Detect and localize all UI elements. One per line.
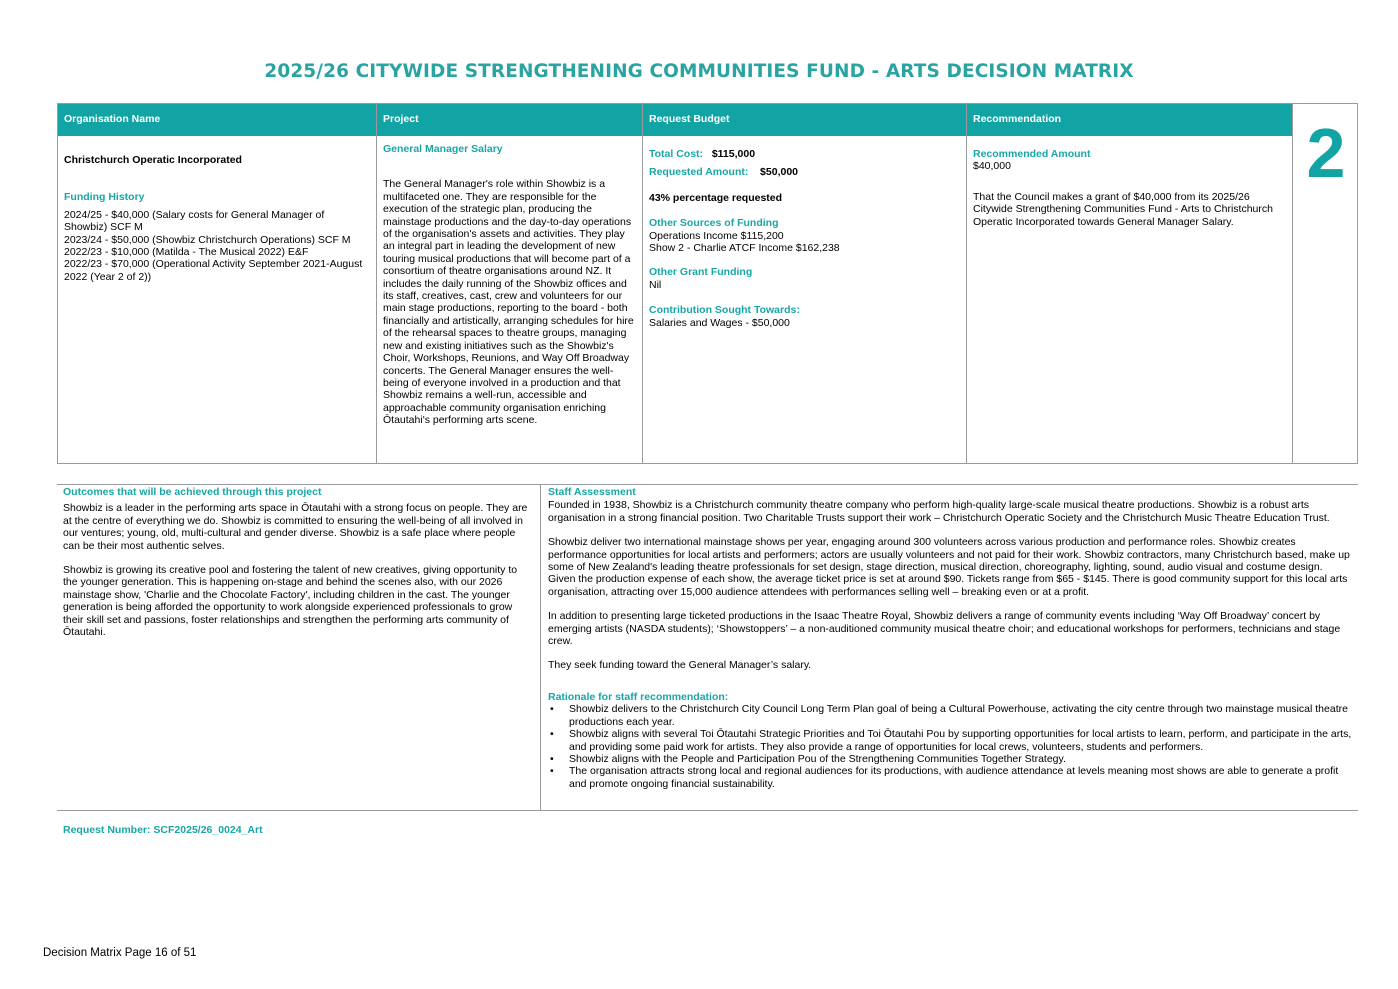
total-cost-value: $115,000: [711, 148, 756, 160]
funding-history-label: Funding History: [64, 191, 145, 204]
header-project: Project: [377, 104, 642, 136]
outcomes-cell: [57, 485, 541, 810]
decision-matrix-table: [57, 103, 1358, 464]
funding-history-item: 2022/23 - $10,000 (Matilda - The Musical 2022) E&F: [64, 246, 309, 259]
organisation-name: Christchurch Operatic Incorporated: [64, 154, 242, 166]
total-cost-line: [649, 148, 960, 160]
budget-cell: [643, 136, 966, 463]
rationale-item: • Showbiz delivers to the Christchurch City Council Long Term Plan goal of being a Cultural Powerhouse, activating the city centre through two mainstage musical theatre productions each year.: [548, 703, 1352, 728]
requested-line: [649, 166, 960, 178]
contribution-label: Contribution Sought Towards:: [649, 304, 800, 317]
funding-history-item: 2024/25 - $40,000 (Salary costs for General Manager of Showbiz) SCF M: [64, 208, 325, 234]
rationale-item: • Showbiz aligns with several Toi Ōtautahi Strategic Priorities and Toi Ōtautahi Pou by supporting opportunities for local artists to learn, perform, and participate in the arts, and providing some paid work for artists. They also provide a range of opportunities for local crews, volunteers, students and performers.: [548, 728, 1352, 753]
assessment-paragraph: They seek funding toward the General Manager’s salary.: [548, 659, 812, 672]
project-cell: [377, 136, 642, 463]
organisation-cell: [58, 136, 376, 463]
recommended-amount-value: $40,000: [973, 160, 1011, 173]
project-description: The General Manager's role within Showbiz is a multifaceted one. They are responsible for the execution of the strategic plan, producing the mainstage productions and the day-to-day operations of the organisation's assets and activities. They play an integral part in leading the development of new touring musical productions that will become part of a consortium of theatre organisations around NZ. It includes the daily running of the Showbiz offices and its staff, creatives, cast, crew and volunteers for our main stage productions, reporting to the board - both financially and artistically, arranging schedules for hire of the rehearsal spaces to theatre groups, managing new and existing initiatives such as the Showbiz's Choir, Workshops, Reunions, and Way Off Broadway concerts. The General Manager ensures the well-being of everyone involved in a production and that Showbiz remains a well-run, accessible and approachable community organisation enriching Ōtautahi's performing arts scene.: [383, 178, 634, 427]
request-number: Request Number: SCF2025/26_0024_Art: [63, 824, 263, 836]
percentage-requested: 43% percentage requested: [649, 191, 783, 204]
rationale-item: • Showbiz aligns with the People and Participation Pou of the Strengthening Communities Together Strategy.: [548, 753, 1352, 765]
other-grant-value: Nil: [649, 278, 662, 291]
other-source-item: Show 2 - Charlie ATCF Income $162,238: [649, 242, 840, 255]
header-budget: Request Budget: [643, 104, 966, 136]
outcomes-paragraph: Showbiz is growing its creative pool and fostering the talent of new creatives, giving opportunity to the younger generation. This is happening on-stage and behind the scenes also, with our 2026 mainstage show, 'Charlie and the Chocolate Factory', including children in the cast. The younger generation is being afforded the opportunity to work alongside experienced professionals to grow their skill set and passions, foster relationships and strengthen the performing arts community of Ōtautahi.: [63, 564, 518, 639]
column-divider: [1292, 104, 1293, 463]
total-cost-label: Total Cost:: [649, 148, 704, 160]
recommended-amount-label: Recommended Amount: [973, 148, 1091, 160]
outcomes-paragraph: Showbiz is a leader in the performing arts space in Ōtautahi with a strong focus on people. They are at the centre of everything we do. Showbiz is committed to ensuring the well-being of all involved in our ventures; young, old, multi-cultural and gender diverse. Showbiz is a safe place where people can be their most authentic selves.: [63, 502, 528, 552]
staff-assessment-cell: [542, 485, 1358, 810]
project-title: General Manager Salary: [383, 143, 503, 155]
funding-history-item: 2022/23 - $70,000 (Operational Activity September 2021-August 2022 (Year 2 of 2)): [64, 258, 363, 283]
priority-number: 2: [1306, 114, 1346, 192]
rationale-list: [548, 703, 1352, 790]
funding-history-item: 2023/24 - $50,000 (Showbiz Christchurch Operations) SCF M: [64, 233, 351, 246]
requested-label: Requested Amount:: [649, 166, 749, 179]
outcomes-label: Outcomes that will be achieved through this project: [63, 486, 322, 498]
funding-history-list: [64, 209, 370, 283]
staff-assessment-label: Staff Assessment: [548, 486, 636, 498]
contribution-value: Salaries and Wages - $50,000: [649, 316, 790, 329]
other-grant-label: Other Grant Funding: [649, 266, 753, 279]
other-source-item: Operations Income $115,200: [649, 229, 784, 242]
header-organisation: Organisation Name: [58, 104, 376, 136]
header-recommendation: Recommendation: [967, 104, 1292, 136]
requested-value: $50,000: [760, 166, 799, 179]
assessment-paragraph: Showbiz deliver two international mainstage shows per year, engaging around 300 volunteers across various production and performance roles. Showbiz creates performance opportunities for local artists and performers; actors are usually volunteers and not paid for their work. Showbiz contractors, many Christchurch based, make up some of New Zealand's leading theatre professionals for set design, stage direction, musical direction, choreography, lighting, sound, audio visual and costume design. Given the production expense of each show, the average ticket price is set at around $90. Tickets range from $65 - $145. There is good community support for this local arts organisation, attracting over 15,000 audience attendees with performances selling well – breaking even or at a profit.: [548, 536, 1350, 598]
rationale-label: Rationale for staff recommendation:: [548, 690, 729, 703]
recommendation-cell: [967, 136, 1292, 463]
assessment-paragraph: Founded in 1938, Showbiz is a Christchurch community theatre company who perform high-quality large-scale musical theatre productions. Showbiz is a robust arts organisation in a strong financial position. Two Charitable Trusts support their work – Christchurch Operatic Society and the Christchurch Music Theatre Education Trust.: [548, 499, 1330, 524]
recommendation-text: That the Council makes a grant of $40,000 from its 2025/26 Citywide Strengthening Communities Fund - Arts to Christchurch Operatic Incorporated towards General Manager Salary.: [973, 190, 1273, 228]
assessment-paragraph: In addition to presenting large ticketed productions in the Isaac Theatre Royal, Showbiz delivers a range of community events including ‘Way Off Broadway’ concert by emerging artists (NASDA students); ‘Showstoppers’ – a non-auditioned community musical theatre choir; and educational workshops for performers, technicians and stage crew.: [548, 610, 1341, 648]
rationale-item: • The organisation attracts strong local and regional audiences for its productions, with audience attendance at levels meaning most shows are able to generate a profit and promote ongoing financial sustainability.: [548, 765, 1352, 790]
assessment-section: [57, 484, 1358, 811]
page-footer: Decision Matrix Page 16 of 51: [43, 947, 197, 959]
page-title: 2025/26 CITYWIDE STRENGTHENING COMMUNITIES FUND - ARTS DECISION MATRIX: [264, 61, 1134, 82]
other-sources-label: Other Sources of Funding: [649, 217, 779, 230]
